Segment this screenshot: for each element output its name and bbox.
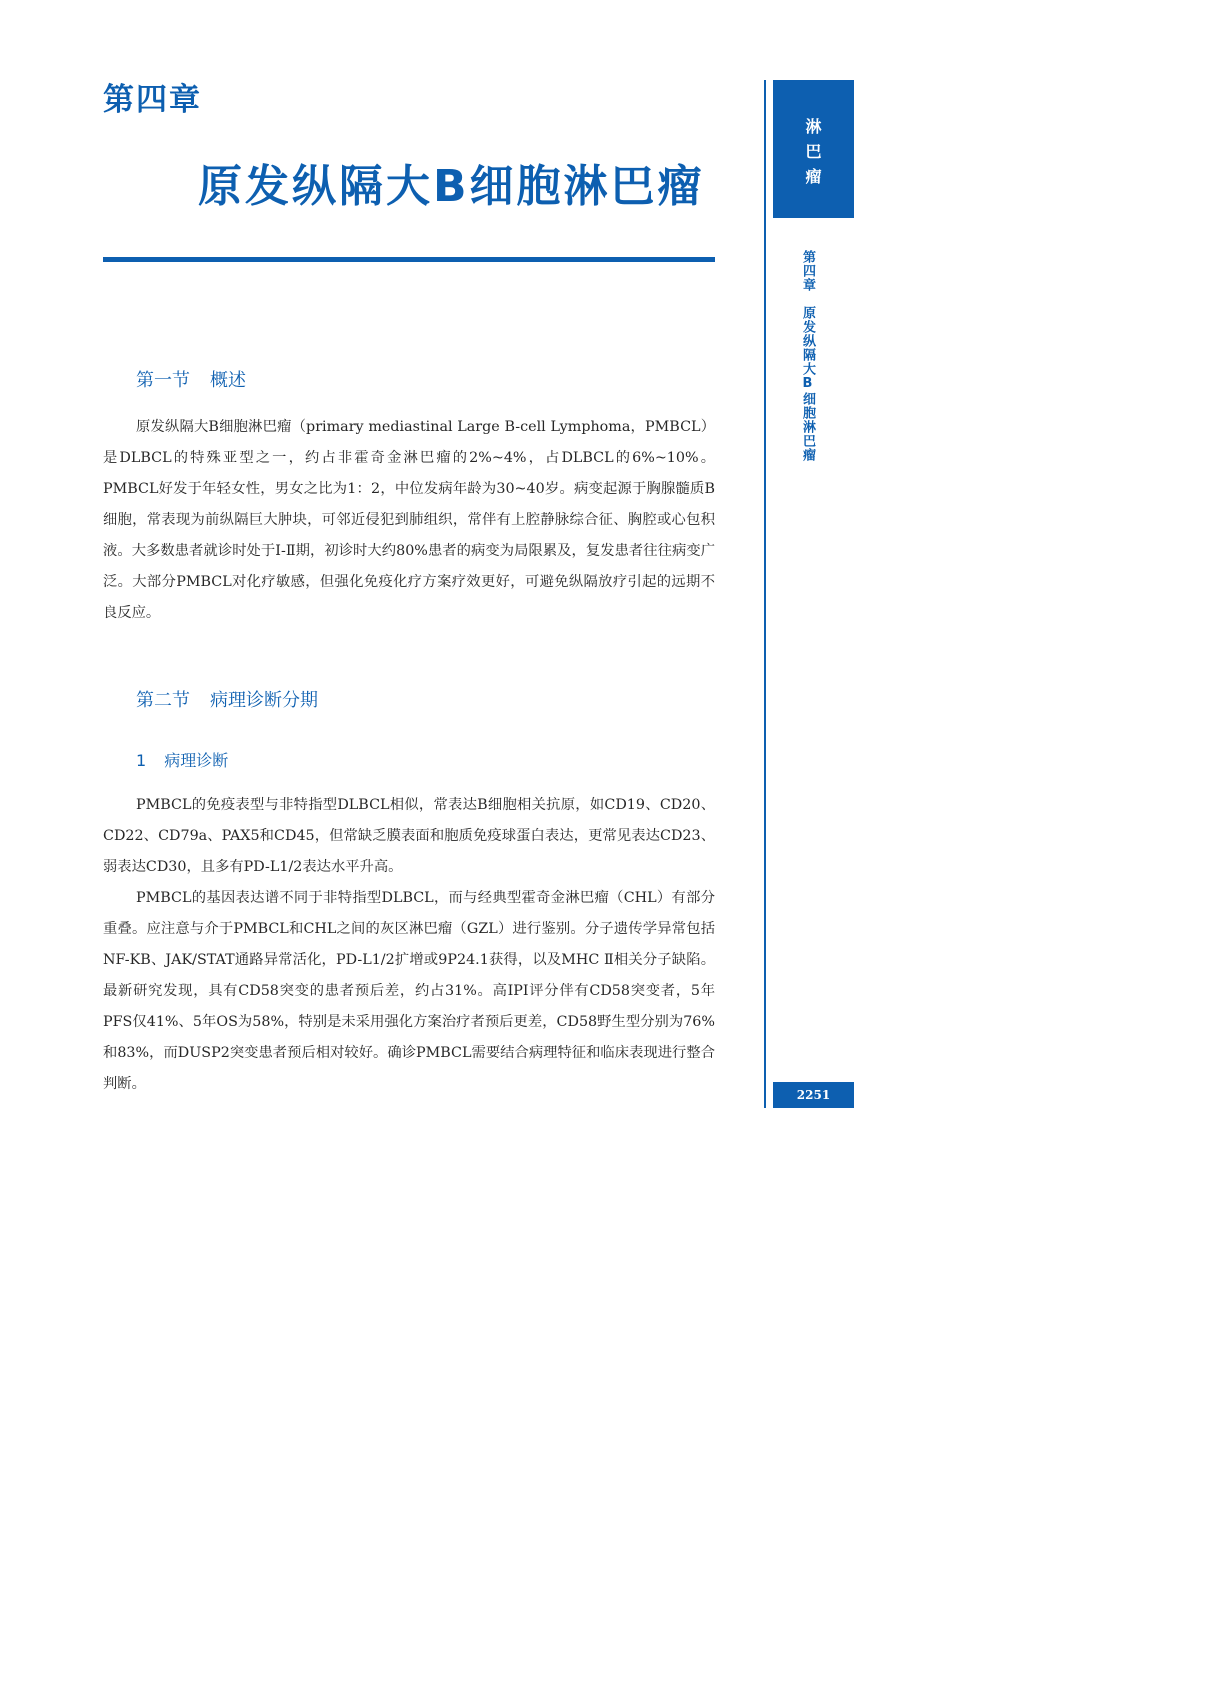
title-rule	[103, 257, 715, 262]
running-header	[797, 250, 817, 462]
subsection-number: 1	[136, 751, 147, 770]
running-title: 原发纵隔大B细胞淋巴瘤	[800, 306, 815, 462]
section-heading-overview	[136, 366, 246, 392]
paragraph: PMBCL的基因表达谱不同于非特指型DLBCL，而与经典型霍奇金淋巴瘤（CHL）有部分重叠。应注意与介于PMBCL和CHL之间的灰区淋巴瘤（GZL）进行鉴别。分子遗传学异常包括NF-KB、JAK/STAT通路异常活化，PD-L1/2扩增或9P24.1获得，以及MHC Ⅱ相关分子缺陷。最新研究发现，具有CD58突变的患者预后差，约占31%。高IPI评分伴有CD58突变者，5年PFS仅41%、5年OS为58%，特别是未采用强化方案治疗者预后更差，CD58野生型分别为76%和83%，而DUSP2突变患者预后相对较好。确诊PMBCL需要结合病理特征和临床表现进行整合判断。	[103, 890, 715, 1092]
chapter-tab	[773, 80, 854, 218]
page-number: 2251	[773, 1082, 854, 1108]
tab-char: 瘤	[805, 167, 822, 186]
sub-heading-pathology-diagnosis	[136, 748, 228, 771]
side-rule	[764, 80, 766, 1108]
chapter-label: 第四章	[103, 82, 202, 118]
paragraph-block-pathology	[103, 790, 715, 1100]
section-heading-pathology	[136, 686, 318, 712]
tab-char: 巴	[805, 142, 822, 161]
section-number: 第一节	[136, 370, 190, 391]
section-number: 第二节	[136, 690, 190, 711]
running-chapter: 第四章	[800, 250, 815, 292]
paragraph: PMBCL的免疫表型与非特指型DLBCL相似，常表达B细胞相关抗原，如CD19、CD20、CD22、CD79a、PAX5和CD45，但常缺乏膜表面和胞质免疫球蛋白表达，更常见表达CD23、弱表达CD30，且多有PD-L1/2表达水平升高。	[103, 797, 715, 875]
section-title: 病理诊断分期	[210, 690, 318, 711]
subsection-title: 病理诊断	[164, 751, 229, 770]
chapter-title: 原发纵隔大B细胞淋巴瘤	[198, 161, 705, 212]
paragraph-block-overview	[103, 412, 715, 629]
tab-char: 淋	[805, 117, 822, 136]
section-title: 概述	[210, 370, 246, 391]
paragraph: 原发纵隔大B细胞淋巴瘤（primary mediastinal Large B-cell Lymphoma，PMBCL）是DLBCL的特殊亚型之一，约占非霍奇金淋巴瘤的2%~4%，占DLBCL的6%~10%。PMBCL好发于年轻女性，男女之比为1：2，中位发病年龄为30~40岁。病变起源于胸腺髓质B细胞，常表现为前纵隔巨大肿块，可邻近侵犯到肺组织，常伴有上腔静脉综合征、胸腔或心包积液。大多数患者就诊时处于Ⅰ-Ⅱ期，初诊时大约80%患者的病变为局限累及，复发患者往往病变广泛。大部分PMBCL对化疗敏感，但强化免疫化疗方案疗效更好，可避免纵隔放疗引起的远期不良反应。	[103, 419, 715, 621]
